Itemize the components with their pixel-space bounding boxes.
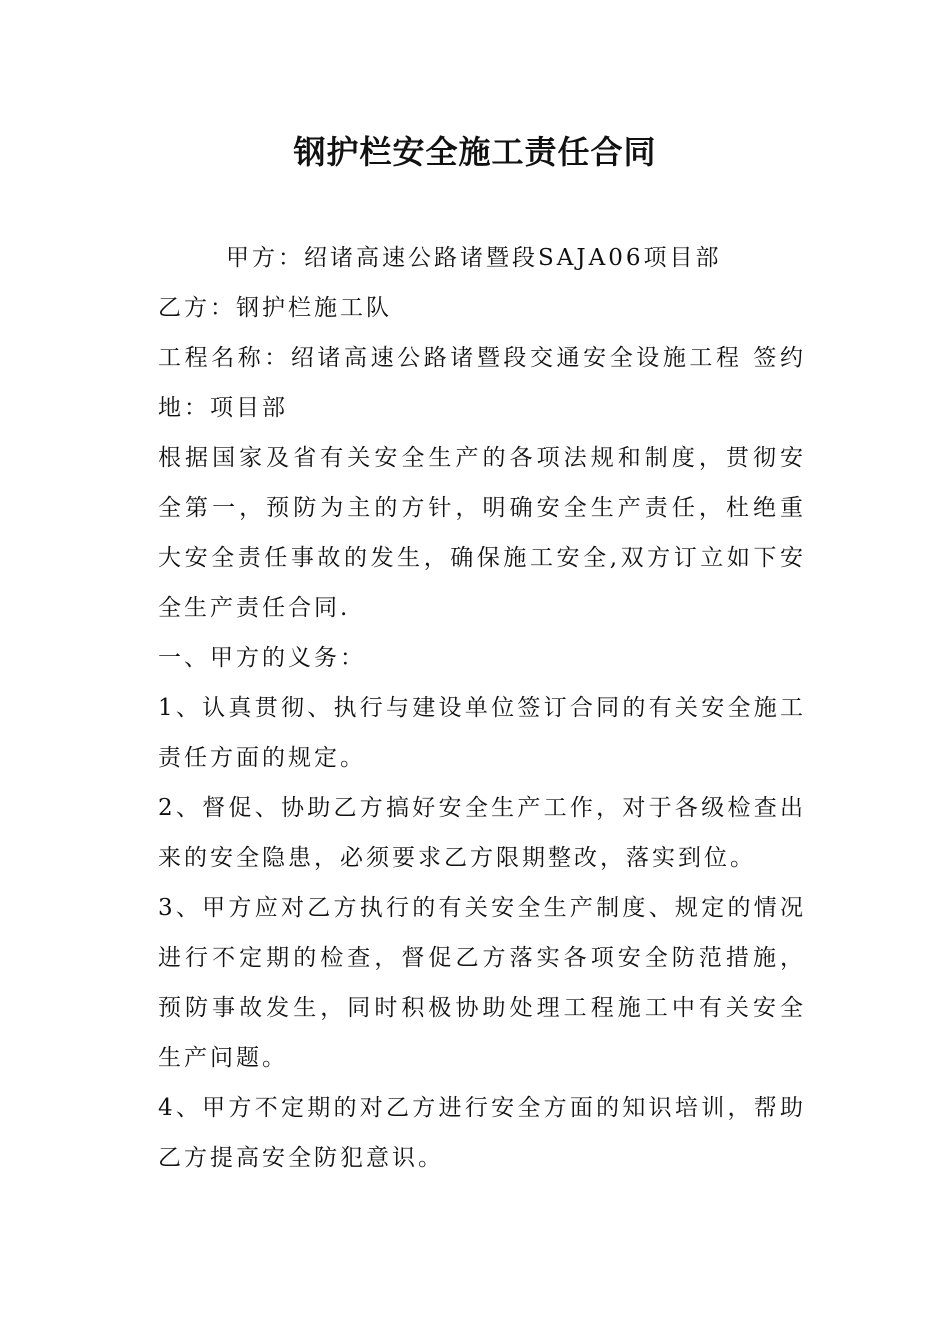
clause-item: 3、甲方应对乙方执行的有关安全生产制度、规定的情况进行不定期的检查，督促乙方落实各项安全防范措施，预防事故发生，同时积极协助处理工程施工中有关安全生产问题。 xyxy=(158,895,806,1071)
document-body xyxy=(146,233,806,1183)
intro-paragraph: 根据国家及省有关安全生产的各项法规和制度，贯彻安全第一，预防为主的方针，明确安全生产责任，杜绝重大安全责任事故的发生，确保施工安全,双方订立如下安全生产责任合同. xyxy=(158,445,806,621)
party-b-line: 乙方：钢护栏施工队 xyxy=(158,295,392,321)
clause-item: 2、督促、协助乙方搞好安全生产工作，对于各级检查出来的安全隐患，必须要求乙方限期整改，落实到位。 xyxy=(158,795,806,871)
section-heading: 一、甲方的义务： xyxy=(158,645,366,671)
project-line: 工程名称：绍诸高速公路诸暨段交通安全设施工程 签约地：项目部 xyxy=(158,345,806,421)
clause-item: 4、甲方不定期的对乙方进行安全方面的知识培训，帮助乙方提高安全防犯意识。 xyxy=(158,1095,806,1171)
clause-item: 1、认真贯彻、执行与建设单位签订合同的有关安全施工责任方面的规定。 xyxy=(158,695,806,771)
party-a-line: 甲方：绍诸高速公路诸暨段SAJA06项目部 xyxy=(226,245,722,271)
document-title: 钢护栏安全施工责任合同 xyxy=(293,133,657,171)
